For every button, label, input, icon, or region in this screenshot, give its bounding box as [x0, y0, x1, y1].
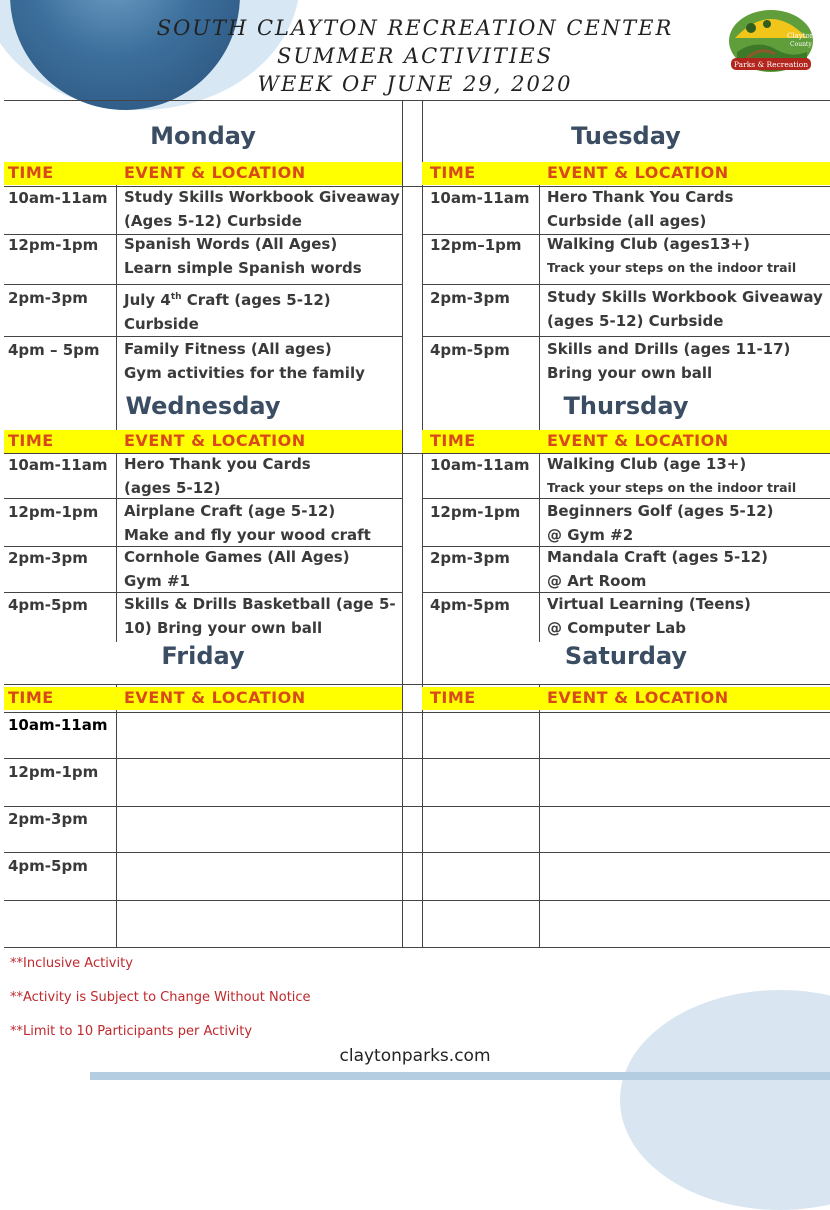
- time-cell: 2pm-3pm: [8, 549, 88, 567]
- time-cell: 2pm-3pm: [430, 289, 510, 307]
- schedule-table: [4, 100, 830, 948]
- col-header-time: TIME: [430, 431, 476, 450]
- event-cell: Study Skills Workbook Giveaway (Ages 5-12) Curbside: [124, 188, 400, 230]
- svg-text:Clayton: Clayton: [787, 32, 815, 40]
- note-inclusive: **Inclusive Activity: [10, 956, 133, 971]
- rule: [539, 430, 540, 642]
- event-cell: Mandala Craft (ages 5-12) @ Art Room: [547, 548, 768, 590]
- rule: [116, 430, 117, 642]
- event-cell: Spanish Words (All Ages) Learn simple Spanish words: [124, 235, 362, 277]
- event-cell: Study Skills Workbook Giveaway (ages 5-12) Curbside: [547, 288, 823, 330]
- note-subject-to-change: **Activity is Subject to Change Without Notice: [10, 990, 311, 1005]
- time-cell: 12pm-1pm: [8, 236, 99, 254]
- col-header-time: TIME: [430, 163, 476, 182]
- event-cell: July 4th Craft (ages 5-12) Curbside: [124, 291, 331, 333]
- event-cell: Cornhole Games (All Ages) Gym #1: [124, 548, 350, 590]
- rule: [4, 947, 830, 948]
- event-cell: Hero Thank you Cards (ages 5-12): [124, 455, 311, 497]
- website-link[interactable]: claytonparks.com: [339, 1046, 491, 1066]
- rule: [4, 100, 830, 101]
- col-header-event: EVENT & LOCATION: [547, 688, 729, 707]
- event-cell: Skills and Drills (ages 11-17) Bring your own ball: [547, 340, 791, 382]
- time-cell: 4pm – 5pm: [8, 341, 100, 359]
- time-cell: 4pm-5pm: [430, 341, 510, 359]
- col-header-time: TIME: [8, 431, 54, 450]
- title-line-2: SUMMER ACTIVITIES: [277, 44, 553, 68]
- rule: [422, 100, 423, 948]
- col-header-event: EVENT & LOCATION: [547, 163, 729, 182]
- time-cell: 12pm-1pm: [8, 763, 99, 781]
- time-cell: 12pm–1pm: [430, 236, 522, 254]
- day-title-tuesday: Tuesday: [571, 122, 681, 150]
- note-participant-limit: **Limit to 10 Participants per Activity: [10, 1024, 253, 1039]
- svg-text:Parks & Recreation: Parks & Recreation: [733, 60, 809, 69]
- rule: [4, 806, 830, 807]
- decorative-circle-bottom: [620, 990, 830, 1210]
- event-cell: Hero Thank You Cards Curbside (all ages): [547, 188, 734, 230]
- col-header-time: TIME: [430, 688, 476, 707]
- col-header-event: EVENT & LOCATION: [124, 431, 306, 450]
- time-cell: 2pm-3pm: [8, 810, 88, 828]
- time-cell: 10am-11am: [8, 456, 108, 474]
- col-header-time: TIME: [8, 163, 54, 182]
- time-cell: 4pm-5pm: [8, 857, 88, 875]
- time-cell: 4pm-5pm: [430, 596, 510, 614]
- col-header-event: EVENT & LOCATION: [124, 688, 306, 707]
- time-cell: 10am-11am: [430, 456, 530, 474]
- event-cell: Virtual Learning (Teens) @ Computer Lab: [547, 595, 751, 637]
- event-cell: Walking Club (age 13+) Track your steps on the indoor trail: [547, 455, 797, 495]
- event-cell: Airplane Craft (age 5-12) Make and fly your wood craft: [124, 502, 371, 544]
- time-cell: 2pm-3pm: [430, 549, 510, 567]
- time-cell: 10am-11am: [8, 716, 108, 734]
- rule: [4, 684, 830, 685]
- event-cell: Family Fitness (All ages) Gym activities for the family: [124, 340, 365, 382]
- rule: [4, 712, 830, 713]
- day-title-friday: Friday: [161, 642, 245, 670]
- time-cell: 4pm-5pm: [8, 596, 88, 614]
- rule: [4, 852, 830, 853]
- rule: [4, 758, 830, 759]
- event-cell: Walking Club (ages13+) Track your steps on the indoor trail: [547, 235, 797, 275]
- rule: [539, 684, 540, 947]
- col-header-event: EVENT & LOCATION: [547, 431, 729, 450]
- time-cell: 10am-11am: [8, 189, 108, 207]
- decorative-band: [90, 1072, 830, 1080]
- time-cell: 2pm-3pm: [8, 289, 88, 307]
- rule: [4, 900, 830, 901]
- day-title-saturday: Saturday: [564, 642, 688, 670]
- rule: [402, 100, 403, 948]
- rule: [116, 684, 117, 947]
- day-title-thursday: Thursday: [563, 392, 689, 420]
- title-line-1: SOUTH CLAYTON RECREATION CENTER: [156, 16, 674, 40]
- clayton-county-parks-logo: [727, 8, 815, 74]
- day-title-wednesday: Wednesday: [125, 392, 281, 420]
- col-header-time: TIME: [8, 688, 54, 707]
- time-cell: 12pm-1pm: [430, 503, 521, 521]
- event-cell: Beginners Golf (ages 5-12) @ Gym #2: [547, 502, 774, 544]
- svg-text:County: County: [790, 41, 812, 48]
- title-line-3: WEEK OF JUNE 29, 2020: [257, 72, 573, 96]
- event-cell: Skills & Drills Basketball (age 5- 10) Bring your own ball: [124, 595, 396, 637]
- day-title-monday: Monday: [150, 122, 256, 150]
- time-cell: 10am-11am: [430, 189, 530, 207]
- col-header-event: EVENT & LOCATION: [124, 163, 306, 182]
- time-cell: 12pm-1pm: [8, 503, 99, 521]
